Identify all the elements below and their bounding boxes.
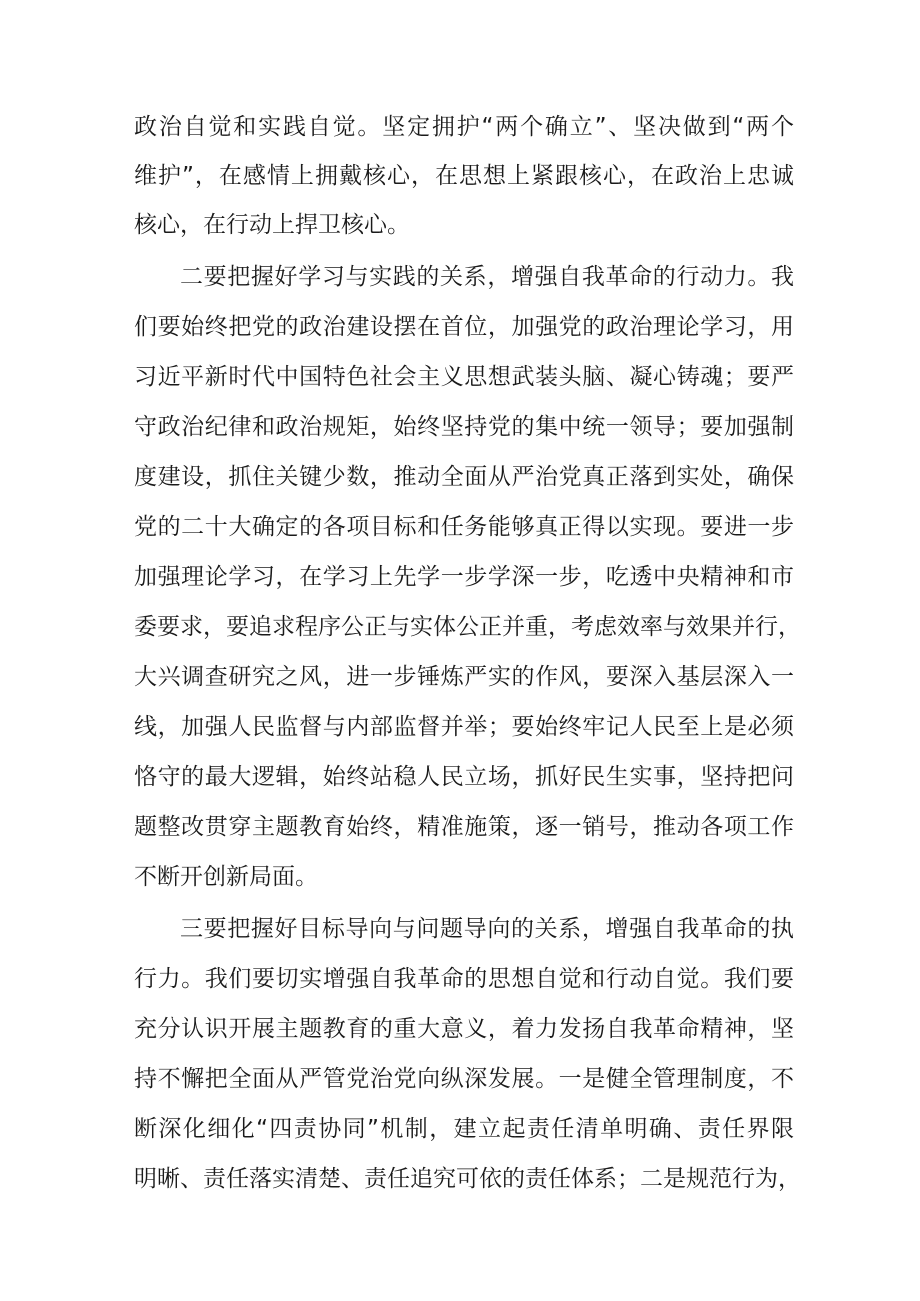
text-line: 党的二十大确定的各项目标和任务能够真正得以实现。要进一步 bbox=[134, 514, 794, 540]
text-line: 线，加强人民监督与内部监督并举；要始终牢记人民至上是必须 bbox=[134, 714, 794, 740]
text-line: 习近平新时代中国特色社会主义思想武装头脑、凝心铸魂；要严 bbox=[134, 364, 794, 390]
text-line: 持不懈把全面从严管党治党向纵深发展。一是健全管理制度，不 bbox=[134, 1066, 794, 1092]
text-line: 们要始终把党的政治建设摆在首位，加强党的政治理论学习，用 bbox=[134, 314, 794, 340]
text-line: 断深化细化“四责协同”机制，建立起责任清单明确、责任界限 bbox=[134, 1116, 794, 1142]
text-line: 核心，在行动上捍卫核心。 bbox=[134, 212, 410, 238]
text-line: 维护”，在感情上拥戴核心，在思想上紧跟核心，在政治上忠诚 bbox=[134, 163, 794, 189]
text-line: 政治自觉和实践自觉。坚定拥护“两个确立”、坚决做到“两个 bbox=[134, 114, 794, 140]
text-line: 守政治纪律和政治规矩，始终坚持党的集中统一领导；要加强制 bbox=[134, 414, 794, 440]
paragraph-first-line: 三要把握好目标导向与问题导向的关系，增强自我革命的执 bbox=[180, 916, 794, 942]
text-line: 明晰、责任落实清楚、责任追究可依的责任体系；二是规范行为， bbox=[134, 1166, 801, 1192]
text-line: 大兴调查研究之风，进一步锤炼严实的作风，要深入基层深入一 bbox=[134, 664, 794, 690]
text-line: 恪守的最大逻辑，始终站稳人民立场，抓好民生实事，坚持把问 bbox=[134, 764, 794, 790]
paragraph-first-line: 二要把握好学习与实践的关系，增强自我革命的行动力。我 bbox=[180, 264, 794, 290]
text-line: 不断开创新局面。 bbox=[134, 864, 318, 890]
text-line: 加强理论学习，在学习上先学一步学深一步，吃透中央精神和市 bbox=[134, 564, 794, 590]
text-line: 度建设，抓住关键少数，推动全面从严治党真正落到实处，确保 bbox=[134, 464, 794, 490]
text-line: 充分认识开展主题教育的重大意义，着力发扬自我革命精神，坚 bbox=[134, 1016, 794, 1042]
text-line: 委要求，要追求程序公正与实体公正并重，考虑效率与效果并行， bbox=[134, 614, 801, 640]
text-line: 行力。我们要切实增强自我革命的思想自觉和行动自觉。我们要 bbox=[134, 966, 794, 992]
text-line: 题整改贯穿主题教育始终，精准施策，逐一销号，推动各项工作 bbox=[134, 814, 794, 840]
